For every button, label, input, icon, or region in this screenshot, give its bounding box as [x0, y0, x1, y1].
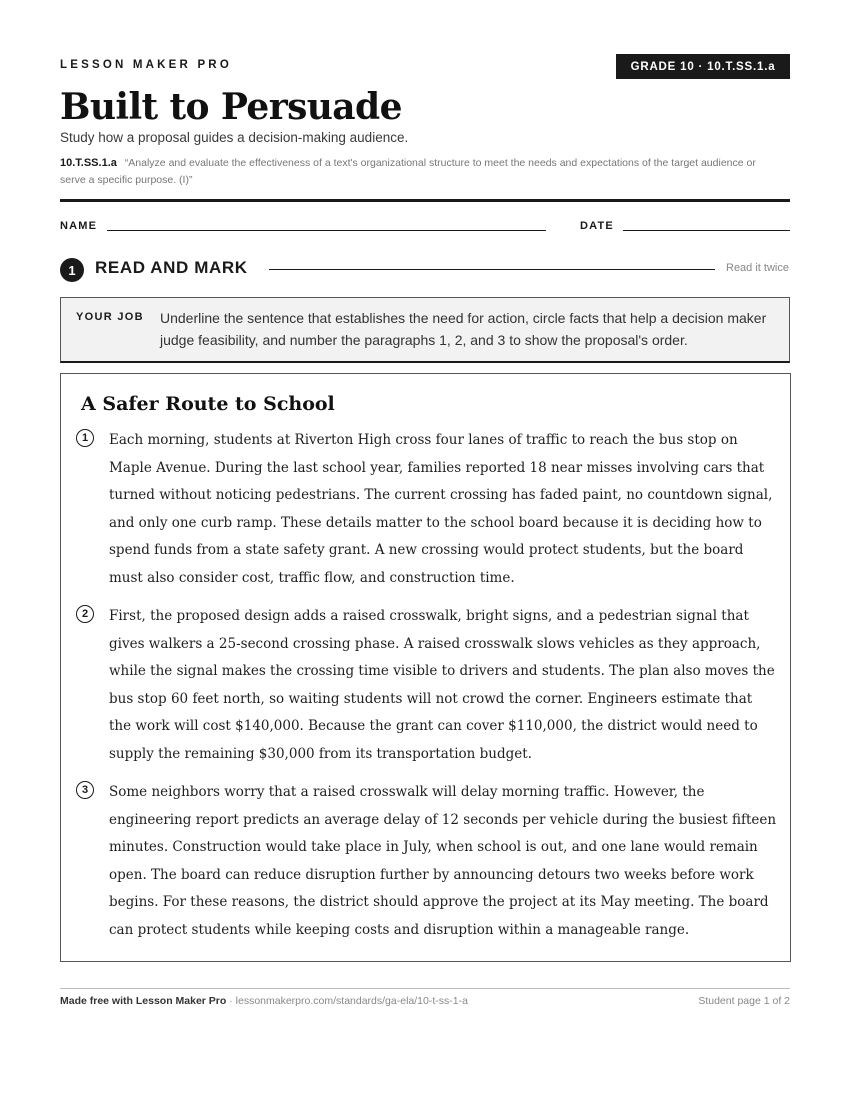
your-job-text: Underline the sentence that establishes the need for action, circle facts that help a decision maker judge feasibility, and number the paragraphs 1, 2, and 3 to show the proposal's order. — [160, 310, 767, 348]
section-title: READ AND MARK — [95, 258, 248, 277]
passage-box — [60, 373, 791, 962]
section-divider — [269, 269, 715, 270]
footer-made-with: Made free with Lesson Maker Pro — [60, 995, 227, 1007]
footer-credit — [60, 995, 468, 1007]
footer-separator: · — [226, 995, 236, 1007]
paragraph-number-badge: 2 — [76, 605, 94, 623]
page-subtitle: Study how a proposal guides a decision-making audience. — [60, 130, 409, 145]
name-label: NAME — [60, 220, 98, 232]
section-number-badge: 1 — [60, 258, 84, 282]
paragraph-text: Some neighbors worry that a raised crosswalk will delay morning traffic. However, the engineering report predicts an average delay of 12 seconds per vehicle during the busiest fifteen minutes. Construction would take place in July, when school is out, and one lane would remain open. The board can reduce disruption further by announcing detours two weeks before work begins. For these reasons, the district should approve the project at its May meeting. The board can protect students while keeping costs and disruption within a manageable range. — [109, 784, 777, 938]
brand-label: LESSON MAKER PRO — [60, 59, 232, 71]
footer-page-label: Student page 1 of 2 — [698, 995, 790, 1007]
footer-divider — [60, 988, 790, 989]
header-divider — [60, 199, 790, 202]
standard-text: “Analyze and evaluate the effectiveness of a text's organizational structure to meet the needs and expectations of the target audience or serve a specific purpose. (I)” — [60, 157, 756, 186]
paragraph-text: Each morning, students at Riverton High cross four lanes of traffic to reach the bus stop on Maple Avenue. During the last school year, families reported 18 near misses involving cars that turned without noticing pedestrians. The current crossing has faded paint, no countdown signal, and only one curb ramp. These details matter to the school board because it is deciding how to spend funds from a state safety grant. A new crossing would protect students, but the board must also consider cost, traffic flow, and construction time. — [109, 432, 773, 586]
date-field-line[interactable] — [623, 230, 790, 231]
passage-title: A Safer Route to School — [81, 393, 335, 415]
grade-badge: GRADE 10 · 10.T.SS.1.a — [616, 54, 790, 79]
standard-code: 10.T.SS.1.a — [60, 157, 117, 169]
name-field-line[interactable] — [107, 230, 546, 231]
footer-url-link[interactable]: lessonmakerpro.com/standards/ga-ela/10-t-ss-1-a — [235, 995, 468, 1007]
section-note: Read it twice — [726, 262, 789, 274]
paragraph-number-badge: 3 — [76, 781, 94, 799]
standard-description — [60, 155, 760, 189]
your-job-label: YOUR JOB — [76, 311, 144, 323]
paragraph-number-badge: 1 — [76, 429, 94, 447]
your-job-box — [60, 297, 790, 363]
date-label: DATE — [580, 220, 614, 232]
page-title: Built to Persuade — [60, 86, 402, 128]
paragraph-text: First, the proposed design adds a raised crosswalk, bright signs, and a pedestrian signal that gives walkers a 25-second crossing phase. A raised crosswalk slows vehicles as they approach, while the signal makes the crossing time visible to drivers and students. The plan also moves the bus stop 60 feet north, so waiting students will not crowd the corner. Engineers estimate that the work will cost $140,000. Because the grant can cover $110,000, the district would need to supply the remaining $30,000 from its transportation budget. — [109, 608, 775, 762]
